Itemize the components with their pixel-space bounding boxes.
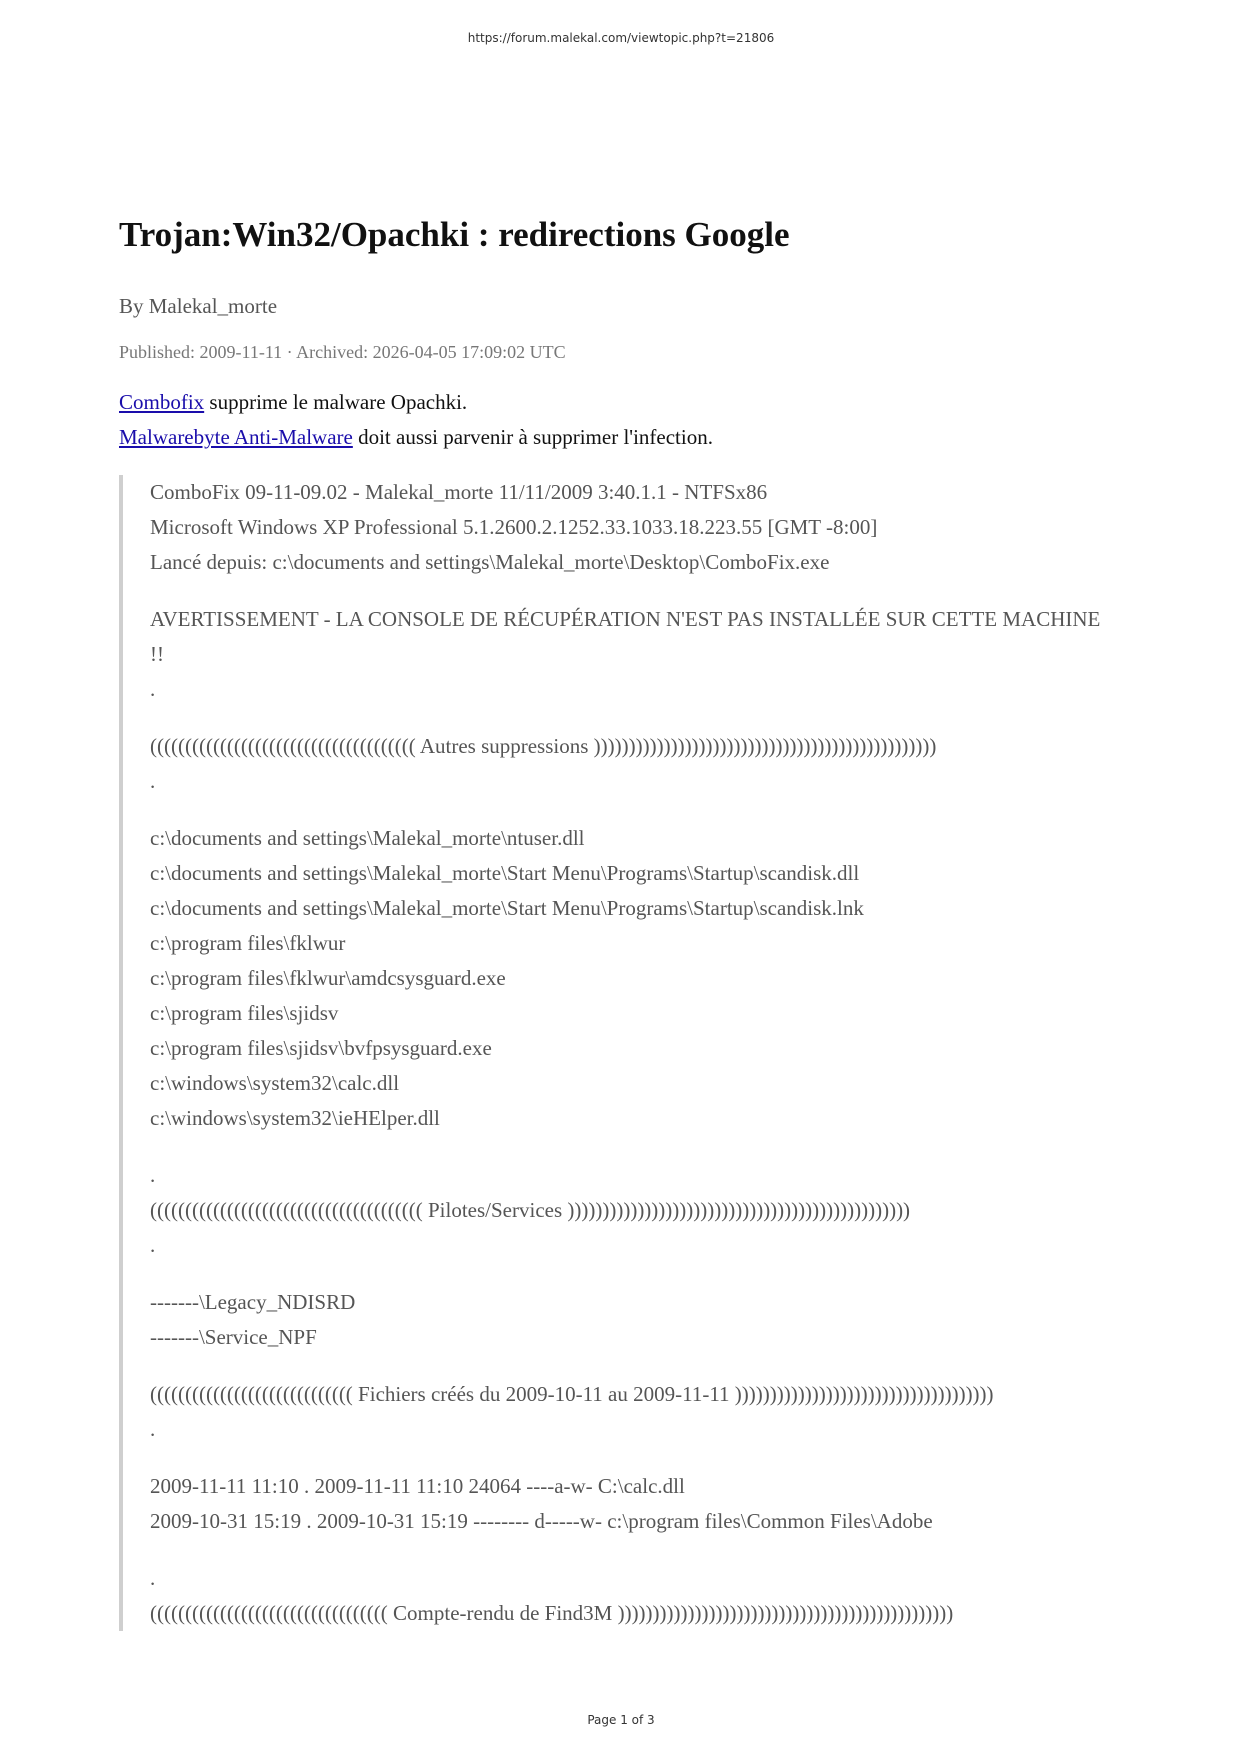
log-block — [150, 729, 1119, 799]
log-block-gap — [150, 580, 1119, 602]
article-title: Trojan:Win32/Opachki : redirections Google — [119, 215, 790, 254]
log-line: c:\documents and settings\Malekal_morte\ntuser.dll — [150, 826, 585, 850]
article-byline: By Malekal_morte — [119, 294, 278, 318]
log-block-gap — [150, 1355, 1119, 1377]
log-line: c:\windows\system32\calc.dll — [150, 1071, 400, 1095]
log-block-gap — [150, 1539, 1119, 1561]
log-line: c:\documents and settings\Malekal_morte\Start Menu\Programs\Startup\scandisk.lnk — [150, 896, 864, 920]
article — [119, 210, 1119, 1631]
log-block-gap — [150, 1263, 1119, 1285]
log-line: c:\documents and settings\Malekal_morte\Start Menu\Programs\Startup\scandisk.dll — [150, 861, 860, 885]
log-line: . — [150, 769, 156, 793]
log-line: AVERTISSEMENT - LA CONSOLE DE RÉCUPÉRATION N'EST PAS INSTALLÉE SUR CETTE MACHINE !! — [150, 607, 1101, 666]
combofix-log-quote — [119, 475, 1119, 1631]
log-block — [150, 475, 1119, 580]
log-line: 2009-10-31 15:19 . 2009-10-31 15:19 -------- d-----w- c:\program files\Common Files\Adobe — [150, 1509, 933, 1533]
log-block — [150, 1377, 1119, 1447]
log-block — [150, 1469, 1119, 1539]
log-block — [150, 1285, 1119, 1355]
log-line: . — [150, 677, 156, 701]
log-line: ((((((((((((((((((((((((((((( Fichiers créés du 2009-10-11 au 2009-11-11 ))))))))))))))))))))))))))))))))))))) — [150, 1382, 994, 1406]
log-line: 2009-11-11 11:10 . 2009-11-11 11:10 24064 ----a-w- C:\calc.dll — [150, 1474, 685, 1498]
log-block — [150, 1561, 1119, 1631]
log-line: . — [150, 1233, 156, 1257]
log-line: c:\program files\fklwur — [150, 931, 346, 955]
article-meta: Published: 2009-11-11 · Archived: 2026-04-05 17:09:02 UTC — [119, 342, 566, 362]
log-block-gap — [150, 799, 1119, 821]
log-line: ComboFix 09-11-09.02 - Malekal_morte 11/11/2009 3:40.1.1 - NTFSx86 — [150, 480, 768, 504]
log-line: . — [150, 1417, 156, 1441]
intro-text: supprime le malware Opachki. — [204, 390, 468, 414]
log-block-gap — [150, 707, 1119, 729]
intro-line-combofix — [119, 385, 1119, 420]
log-block-gap — [150, 1447, 1119, 1469]
log-line: c:\program files\fklwur\amdcsysguard.exe — [150, 966, 506, 990]
log-line: Microsoft Windows XP Professional 5.1.2600.2.1252.33.1033.18.223.55 [GMT -8:00] — [150, 515, 878, 539]
intro-text: doit aussi parvenir à supprimer l'infection. — [352, 425, 713, 449]
log-line: c:\program files\sjidsv\bvfpsysguard.exe — [150, 1036, 492, 1060]
log-block — [150, 1158, 1119, 1263]
combofix-link[interactable]: Combofix — [119, 390, 205, 414]
log-line: -------\Service_NPF — [150, 1325, 317, 1349]
article-intro — [119, 385, 1119, 455]
page-number: Page 1 of 3 — [587, 1713, 655, 1727]
log-block — [150, 821, 1119, 1136]
log-line: c:\windows\system32\ieHElper.dll — [150, 1106, 440, 1130]
log-line: ((((((((((((((((((((((((((((((((((((((( Pilotes/Services ))))))))))))))))))))))))))))))))))))))))))))))))) — [150, 1198, 911, 1222]
malwarebytes-link[interactable]: Malwarebyte Anti-Malware — [119, 425, 353, 449]
log-block — [150, 602, 1119, 707]
page-url-header: https://forum.malekal.com/viewtopic.php?t=21806 — [467, 31, 775, 45]
log-line: . — [150, 1163, 156, 1187]
log-line: -------\Legacy_NDISRD — [150, 1290, 356, 1314]
log-line: Lancé depuis: c:\documents and settings\Malekal_morte\Desktop\ComboFix.exe — [150, 550, 830, 574]
log-line: (((((((((((((((((((((((((((((((((( Compte-rendu de Find3M )))))))))))))))))))))))))))))))))))))))))))))))) — [150, 1601, 954, 1625]
intro-line-malwarebytes — [119, 420, 1119, 455]
log-line: c:\program files\sjidsv — [150, 1001, 339, 1025]
log-line: (((((((((((((((((((((((((((((((((((((( Autres suppressions ))))))))))))))))))))))))))))))))))))))))))))))))) — [150, 734, 937, 758]
log-block-gap — [150, 1136, 1119, 1158]
log-line: . — [150, 1566, 156, 1590]
